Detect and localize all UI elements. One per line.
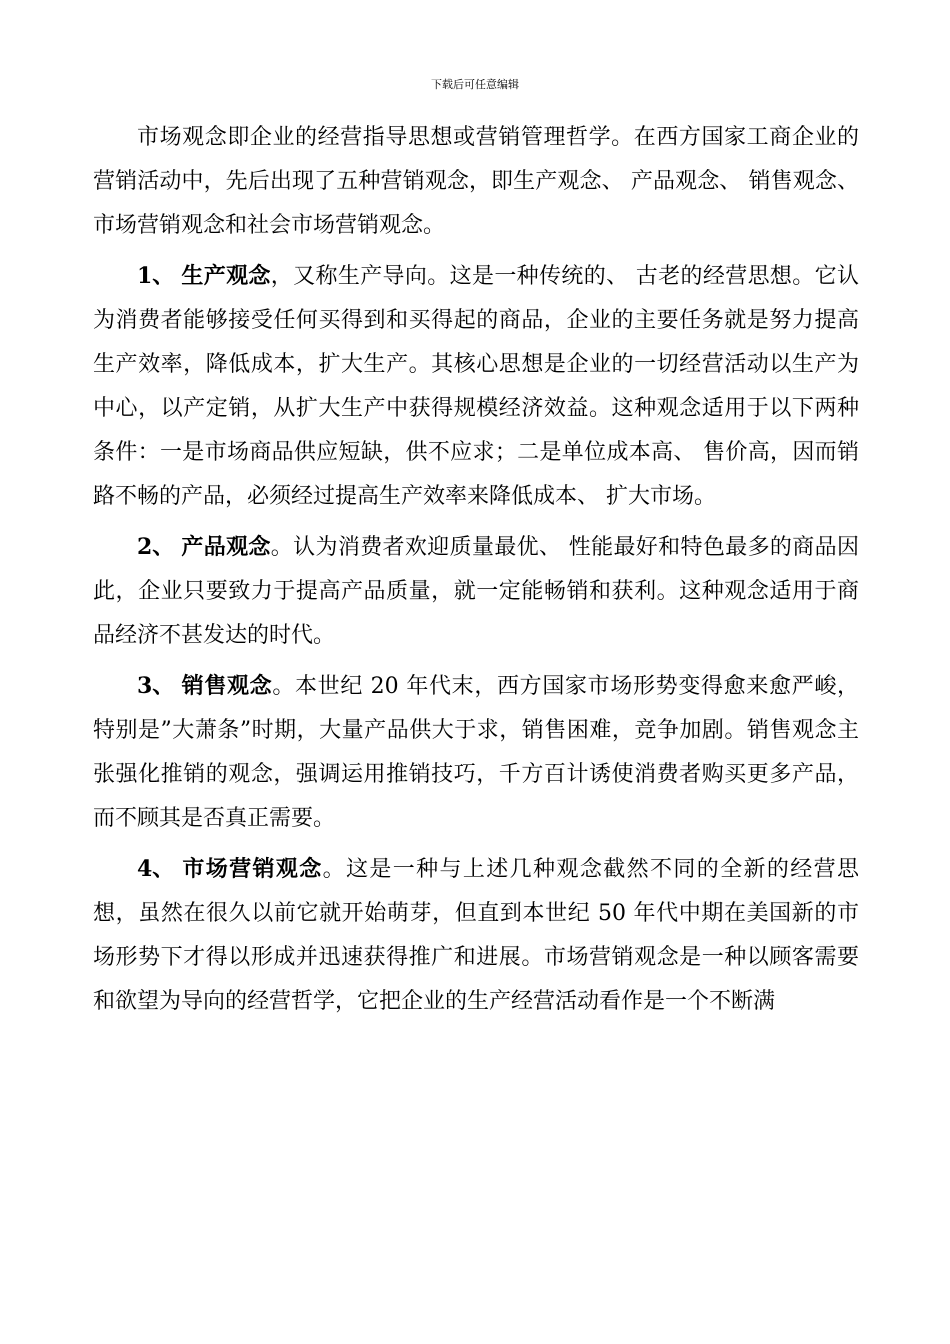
section-text: 。认为消费者欢迎质量最优、 性能最好和特色最多的商品因此，企业只要致力于提高产品质量，就一定能畅销和获利。这种观念适用于商品经济不甚发达的时代。 <box>93 535 859 648</box>
section-text: 。这是一种与上述几种观念截然不同的全新的经营思想，虽然在很久以前它就开始萌芽，但直到本世纪 50 年代中期在美国新的市场形势下才得以形成并迅速获得推广和进展。市场营销观念是一种以顾客需要和欲望为导向的经营哲学，它把企业的生产经营活动看作是一个不断满 <box>93 857 859 1014</box>
section-paragraph-1 <box>93 254 859 519</box>
section-text: ，又称生产导向。这是一种传统的、 古老的经营思想。它认为消费者能够接受任何买得到和买得起的商品，企业的主要任务就是努力提高生产效率，降低成本，扩大生产。其核心思想是企业的一切经营活动以生产为中心，以产定销，从扩大生产中获得规模经济效益。这种观念适用于以下两种条件：一是市场商品供应短缺，供不应求；二是单位成本高、 售价高，因而销路不畅的产品，必须经过提高生产效率来降低成本、 扩大市场。 <box>93 264 859 509</box>
section-number: 4、 <box>137 856 175 882</box>
section-text: 。本世纪 20 年代末，西方国家市场形势变得愈来愈严峻，特别是”大萧条”时期，大量产品供大于求，销售困难，竞争加剧。销售观念主张强化推销的观念，强调运用推销技巧，千方百计诱使消费者购买更多产品，而不顾其是否真正需要。 <box>93 674 859 831</box>
page-header-note: 下载后可任意编辑 <box>431 78 519 91</box>
section-number: 1、 <box>137 263 175 289</box>
section-paragraph-3 <box>93 664 859 841</box>
section-term: 生产观念 <box>181 263 271 289</box>
section-number: 3、 <box>137 673 175 699</box>
section-paragraph-2 <box>93 525 859 658</box>
section-term: 市场营销观念 <box>181 856 323 882</box>
section-number: 2、 <box>137 534 175 560</box>
intro-paragraph: 市场观念即企业的经营指导思想或营销管理哲学。在西方国家工商企业的营销活动中，先后出现了五种营销观念，即生产观念、 产品观念、 销售观念、 市场营销观念和社会市场营销观念。 <box>93 125 859 238</box>
section-term: 销售观念 <box>181 673 273 699</box>
document-body <box>93 116 859 1030</box>
section-term: 产品观念 <box>181 534 271 560</box>
section-paragraph-4 <box>93 847 859 1024</box>
